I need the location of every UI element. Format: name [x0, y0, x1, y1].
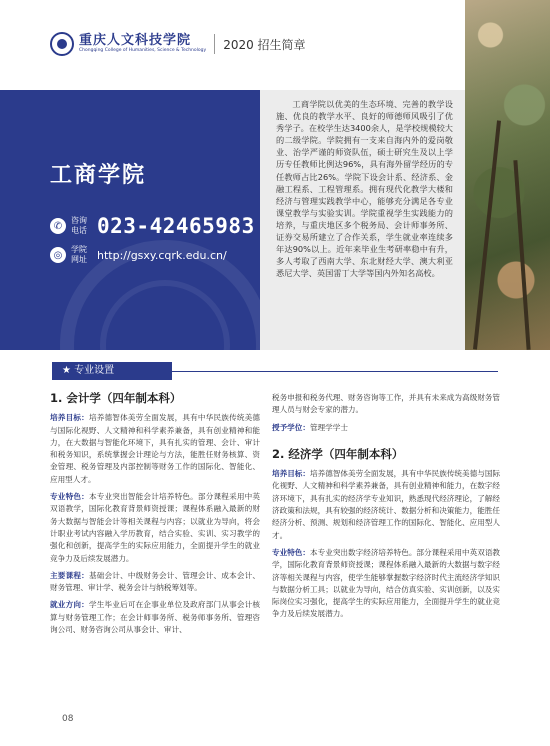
intro-box [260, 90, 465, 350]
phone-row [50, 214, 255, 238]
intro-text: 工商学院以优美的生态环境、完善的教学设施、优良的教学水平、良好的师德师风吸引了优秀学子。在校学生达3400余人，是学校规模较大的二级学院。学院拥有一支来自海内外的爱岗敬业、治学严谨的师资队伍，硕士研究生及以上学历专任教师比例达96%，具有海外留学经历的专任教师占比26%。学院下设会计系、经济系、金融工程系、工程管理系。拥有现代化教学大楼和经济与管理实践教学中心，能够充分满足各专业课堂教学与实验实训。学院重视学生实践能力的培养，与重庆地区多个税务局、会计师事务所、证券交易所建立了合作关系，学生就业率连续多年达90%以上。近年来毕业生考研率稳中有升，多人考取了西南大学、东北财经大学、澳大利亚悉尼大学、英国雷丁大学等国内外知名高校。 [276, 99, 453, 279]
page-header [0, 0, 465, 90]
website-row [50, 245, 227, 265]
school-name: 工商学院 [50, 163, 147, 188]
header-divider [214, 34, 215, 54]
major-paragraph: 培养目标：培养德智体美劳全面发展，具有中华民族传统美德与国际化视野、人文精神和科学素养兼备，具有创业精神和能力，在数字经济环境下，具有扎实的经济学专业知识，熟悉现代经济理论，了解经济政策和法规，具有较强的经济统计、数据分析和决策能力，能胜任经济分析、预测、规划和经济管理工作的国际化、智能化、应用型人才。 [272, 469, 501, 540]
degree-line: 授予学位：管理学学士 [272, 422, 348, 432]
major-paragraph: 专业特色：本专业突出智能会计培养特色。部分课程采用中英双语教学，国际化教育背景师资授课；课程体系融入最新的财务大数据与智能会计等相关课程与内容；以就业为导向，将会计职业考试内容融入学历教育，结合实验、实训、实习教学的强化和创新，提高学生的实际应用能力，全面提升学生的就业竞争力及后续发展潜力。 [50, 492, 261, 563]
hero-panel [0, 90, 260, 350]
college-seal-icon [50, 32, 74, 56]
logo-english-name: Chongqing College of Humanities, Science & Technology [79, 48, 207, 54]
campus-photo [465, 0, 550, 350]
section-header: ★ 专业设置 [52, 362, 172, 380]
continued-text: 税务申报和税务代理、财务咨询等工作，并具有未来成为高级财务管理人员与财会专家的潜力。 [272, 393, 500, 415]
major-title: 1. 会计学（四年制本科） [50, 391, 182, 405]
major-paragraph: 专业特色：本专业突出数字经济培养特色。部分课程采用中英双语教学，国际化教育背景师资授课；课程体系融入最新的大数据与数字经济等相关课程与内容，使学生能够掌握数字经济时代主流经济学知识与数据分析工具；以就业为导向，结合仿真实验、实训创新，以及实际岗位实习强化，提高学生的实际应用能力，全面提升学生的就业竞争力及后续发展潜力。 [272, 547, 501, 619]
website-url[interactable]: http://gsxy.cqrk.edu.cn/ [97, 248, 227, 262]
globe-icon: ◎ [50, 247, 66, 263]
phone-label: 咨询电话 [71, 216, 87, 235]
major-paragraph: 培养目标：培养德智体美劳全面发展，具有中华民族传统美德与国际化视野、人文精神和科学素养兼备，具有创业精神和能力，在大数据与智能化环境下，具有扎实的管理、会计、审计和税务知识，系统掌握会计理论与方法，能胜任财务核算、资金管理、税务管理及内部控制等财务工作的国际化、智能化、应用型人才。 [50, 413, 261, 484]
major-title: 2. 经济学（四年制本科） [272, 446, 404, 461]
major-economics [272, 392, 500, 626]
brochure-title: 2020 招生简章 [223, 37, 306, 52]
website-label: 学院网址 [71, 245, 87, 264]
phone-icon: ✆ [50, 218, 66, 234]
logo-chinese-name: 重庆人文科技学院 [79, 33, 192, 49]
major-accounting [50, 392, 260, 641]
major-paragraph: 主要课程：基础会计、中级财务会计、管理会计、成本会计、财务管理、审计学、税务会计与纳税筹划等。 [50, 570, 261, 593]
phone-number: 023-42465983 [97, 214, 255, 238]
college-logo [50, 32, 306, 56]
section-divider [172, 371, 498, 372]
page-number: 08 [62, 714, 74, 724]
major-paragraph: 就业方向：学生毕业后可在企事业单位及政府部门从事会计核算与财务管理工作；在会计师事务所、税务师事务所、管理咨询公司、财务咨询公司从事会计、审计、 [50, 600, 261, 635]
